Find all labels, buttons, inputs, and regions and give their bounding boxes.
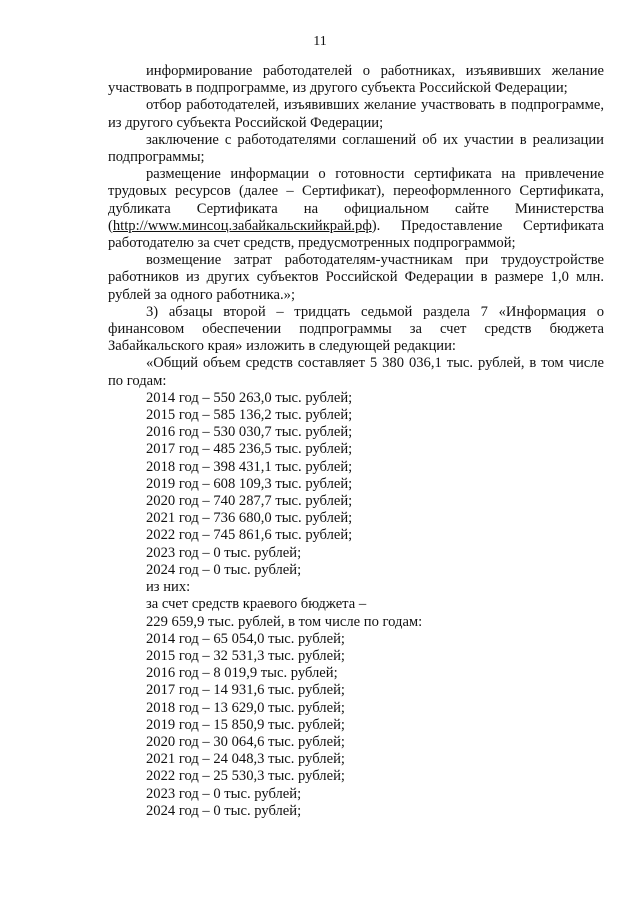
list-item: 2023 год – 0 тыс. рублей; — [146, 785, 302, 802]
page-number: 11 — [313, 34, 327, 49]
list-item: 2017 год – 485 236,5 тыс. рублей; — [146, 441, 353, 458]
list-item: 2020 год – 740 287,7 тыс. рублей; — [146, 493, 353, 510]
list-item: 2022 год – 745 861,6 тыс. рублей; — [146, 527, 353, 544]
certificate-text-before: размещение информации о готовности сертификата на привлечение трудовых ресурсов (далее – Сертификат), переоформленного Сертификата, дубликата Сертификата на официальном сайте Министерства ( — [108, 166, 604, 234]
paragraph: 3) абзацы второй – тридцать седьмой раздела 7 «Информация о финансовом обеспечении подпрограммы за счет средств бюджета Забайкальского края» изложить в следующей редакции: — [108, 303, 604, 355]
list-item: 2023 год – 0 тыс. рублей; — [146, 544, 302, 561]
list-item: 2024 год – 0 тыс. рублей; — [146, 802, 302, 819]
document-body — [108, 63, 604, 820]
total-volume-paragraph: «Общий объем средств составляет 5 380 036,1 тыс. рублей, в том числе по годам: — [108, 355, 604, 389]
list-item: 2016 год – 8 019,9 тыс. рублей; — [146, 665, 338, 682]
regional-by-year-list — [108, 631, 604, 820]
list-item: 2022 год – 25 530,3 тыс. рублей; — [146, 768, 345, 785]
list-item: 2020 год – 30 064,6 тыс. рублей; — [146, 733, 345, 750]
list-item: 2019 год – 608 109,3 тыс. рублей; — [146, 475, 353, 492]
list-item: 2018 год – 398 431,1 тыс. рублей; — [146, 458, 353, 475]
list-item: 2014 год – 550 263,0 тыс. рублей; — [146, 389, 353, 406]
total-by-year-list — [108, 390, 604, 579]
list-item: 2019 год – 15 850,9 тыс. рублей; — [146, 716, 345, 733]
certificate-text-after: ). Предоставление Сертификата работодателю за счет средств, предусмотренных подпрограммой; — [108, 217, 604, 252]
paragraph: возмещение затрат работодателям-участникам при трудоустройстве работников из других субъектов Российской Федерации в размере 1,0 млн. рублей за одного работника.»; — [108, 252, 604, 303]
paragraph: информирование работодателей о работниках, изъявивших желание участвовать в подпрограмме, из другого субъекта Российской Федерации; — [108, 63, 604, 97]
list-item: 2021 год – 24 048,3 тыс. рублей; — [146, 751, 345, 768]
list-item: 2015 год – 585 136,2 тыс. рублей; — [146, 407, 353, 424]
list-item: 2021 год – 736 680,0 тыс. рублей; — [146, 510, 353, 527]
paragraph: отбор работодателей, изъявивших желание участвовать в подпрограмме, из другого субъекта Российской Федерации; — [108, 97, 604, 131]
of-them-label: из них: — [146, 579, 191, 596]
list-item: 2015 год – 32 531,3 тыс. рублей; — [146, 647, 345, 664]
list-item: 2016 год – 530 030,7 тыс. рублей; — [146, 424, 353, 441]
ministry-site-link[interactable]: http://www.минсоц.забайкальскийкрай.рф — [112, 217, 372, 234]
paragraph: заключение с работодателями соглашений об их участии в реализации подпрограммы; — [108, 131, 604, 166]
certificate-paragraph — [108, 166, 604, 252]
list-item: 2014 год – 65 054,0 тыс. рублей; — [146, 630, 345, 647]
list-item: 2024 год – 0 тыс. рублей; — [146, 561, 302, 578]
regional-budget-label: за счет средств краевого бюджета – — [146, 596, 367, 613]
regional-budget-total: 229 659,9 тыс. рублей, в том числе по годам: — [146, 613, 423, 630]
list-item: 2017 год – 14 931,6 тыс. рублей; — [146, 682, 345, 699]
list-item: 2018 год – 13 629,0 тыс. рублей; — [146, 699, 345, 716]
